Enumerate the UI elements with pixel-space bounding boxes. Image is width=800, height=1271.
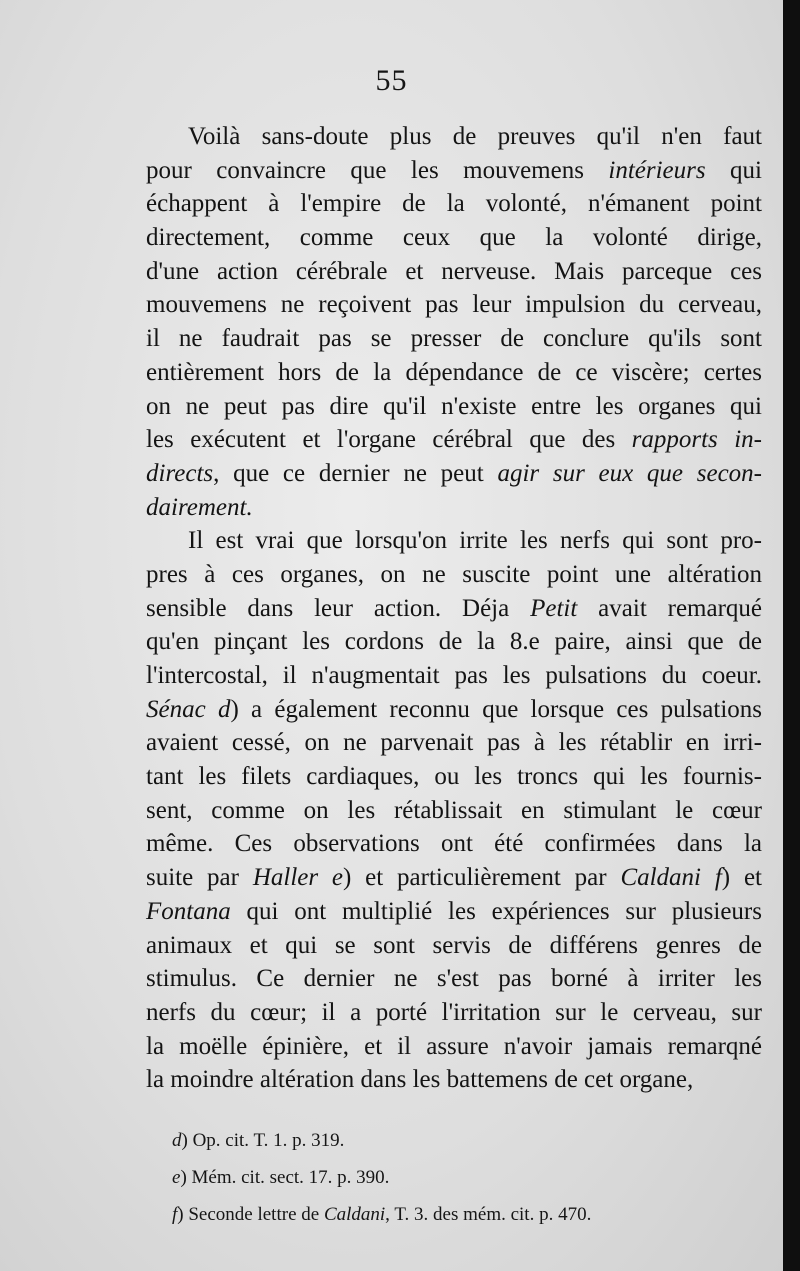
text-line: qu'en pinçant les cordons de la 8.e paire, ainsi que de [146,628,762,656]
text-line: la moindre altération dans les battemens de cet organe, [146,1066,694,1094]
footnotes [172,1122,732,1233]
book-spine-shadow [783,0,800,1271]
text-line: Voilà sans-doute plus de preuves qu'il n'en faut [188,123,762,150]
text-line: stimulus. Ce dernier ne s'est pas borné à irriter les [146,965,762,993]
text-line: la moëlle épinière, et il assure n'avoir jamais remarqné [146,1032,762,1060]
footnote: d) Op. cit. T. 1. p. 319. [172,1130,345,1151]
page-number: 55 [375,64,408,97]
text-line: même. Ces observations ont été confirmées dans la [146,830,762,858]
text-line: tant les filets cardiaques, ou les troncs qui les fournis- [146,763,762,791]
footnote: e) Mém. cit. sect. 17. p. 390. [172,1167,390,1188]
text-line: animaux et qui se sont servis de différens genres de [146,931,762,959]
text-line: il ne faudrait pas se presser de conclure qu'ils sont [146,325,762,353]
text-line: Fontana qui ont multiplié les expériences sur plusieurs [146,897,762,925]
body-text [146,120,762,1097]
text-line: on ne peut pas dire qu'il n'existe entre les organes qui [146,392,762,420]
text-line: dairement. [146,493,253,521]
text-line: suite par Haller e) et particulièrement par Caldani f) et [146,864,762,892]
text-line: Il est vrai que lorsqu'on irrite les nerfs qui sont pro- [188,527,762,555]
text-line: entièrement hors de la dépendance de ce viscère; certes [146,358,762,386]
text-line: pour convaincre que les mouvemens intérieurs qui [146,156,762,184]
text-line: l'intercostal, il n'augmentait pas les pulsations du coeur. [146,662,762,689]
footnote: f) Seconde lettre de Caldani, T. 3. des mém. cit. p. 470. [172,1204,592,1225]
text-line: avaient cessé, on ne parvenait pas à les rétablir en irri- [146,729,762,757]
text-line: pres à ces organes, on ne suscite point une altération [146,560,762,588]
paragraph-1 [146,120,762,524]
text-line: directement, comme ceux que la volonté dirige, [146,224,762,252]
text-line: d'une action cérébrale et nerveuse. Mais parceque ces [146,257,762,285]
text-line: nerfs du cœur; il a porté l'irritation sur le cerveau, sur [146,998,762,1026]
text-line: Sénac d) a également reconnu que lorsque ces pulsations [146,695,762,723]
text-line: mouvemens ne reçoivent pas leur impulsion du cerveau, [146,291,762,319]
text-line: sent, comme on les rétablissait en stimulant le cœur [146,796,762,824]
text-line: les exécutent et l'organe cérébral que des rapports in- [146,426,762,454]
paragraph-2 [146,524,762,1097]
text-line: directs, que ce dernier ne peut agir sur eux que secon- [146,459,762,487]
text-line: sensible dans leur action. Déja Petit avait remarqué [146,594,763,622]
text-line: échappent à l'empire de la volonté, n'émanent point [146,190,762,218]
